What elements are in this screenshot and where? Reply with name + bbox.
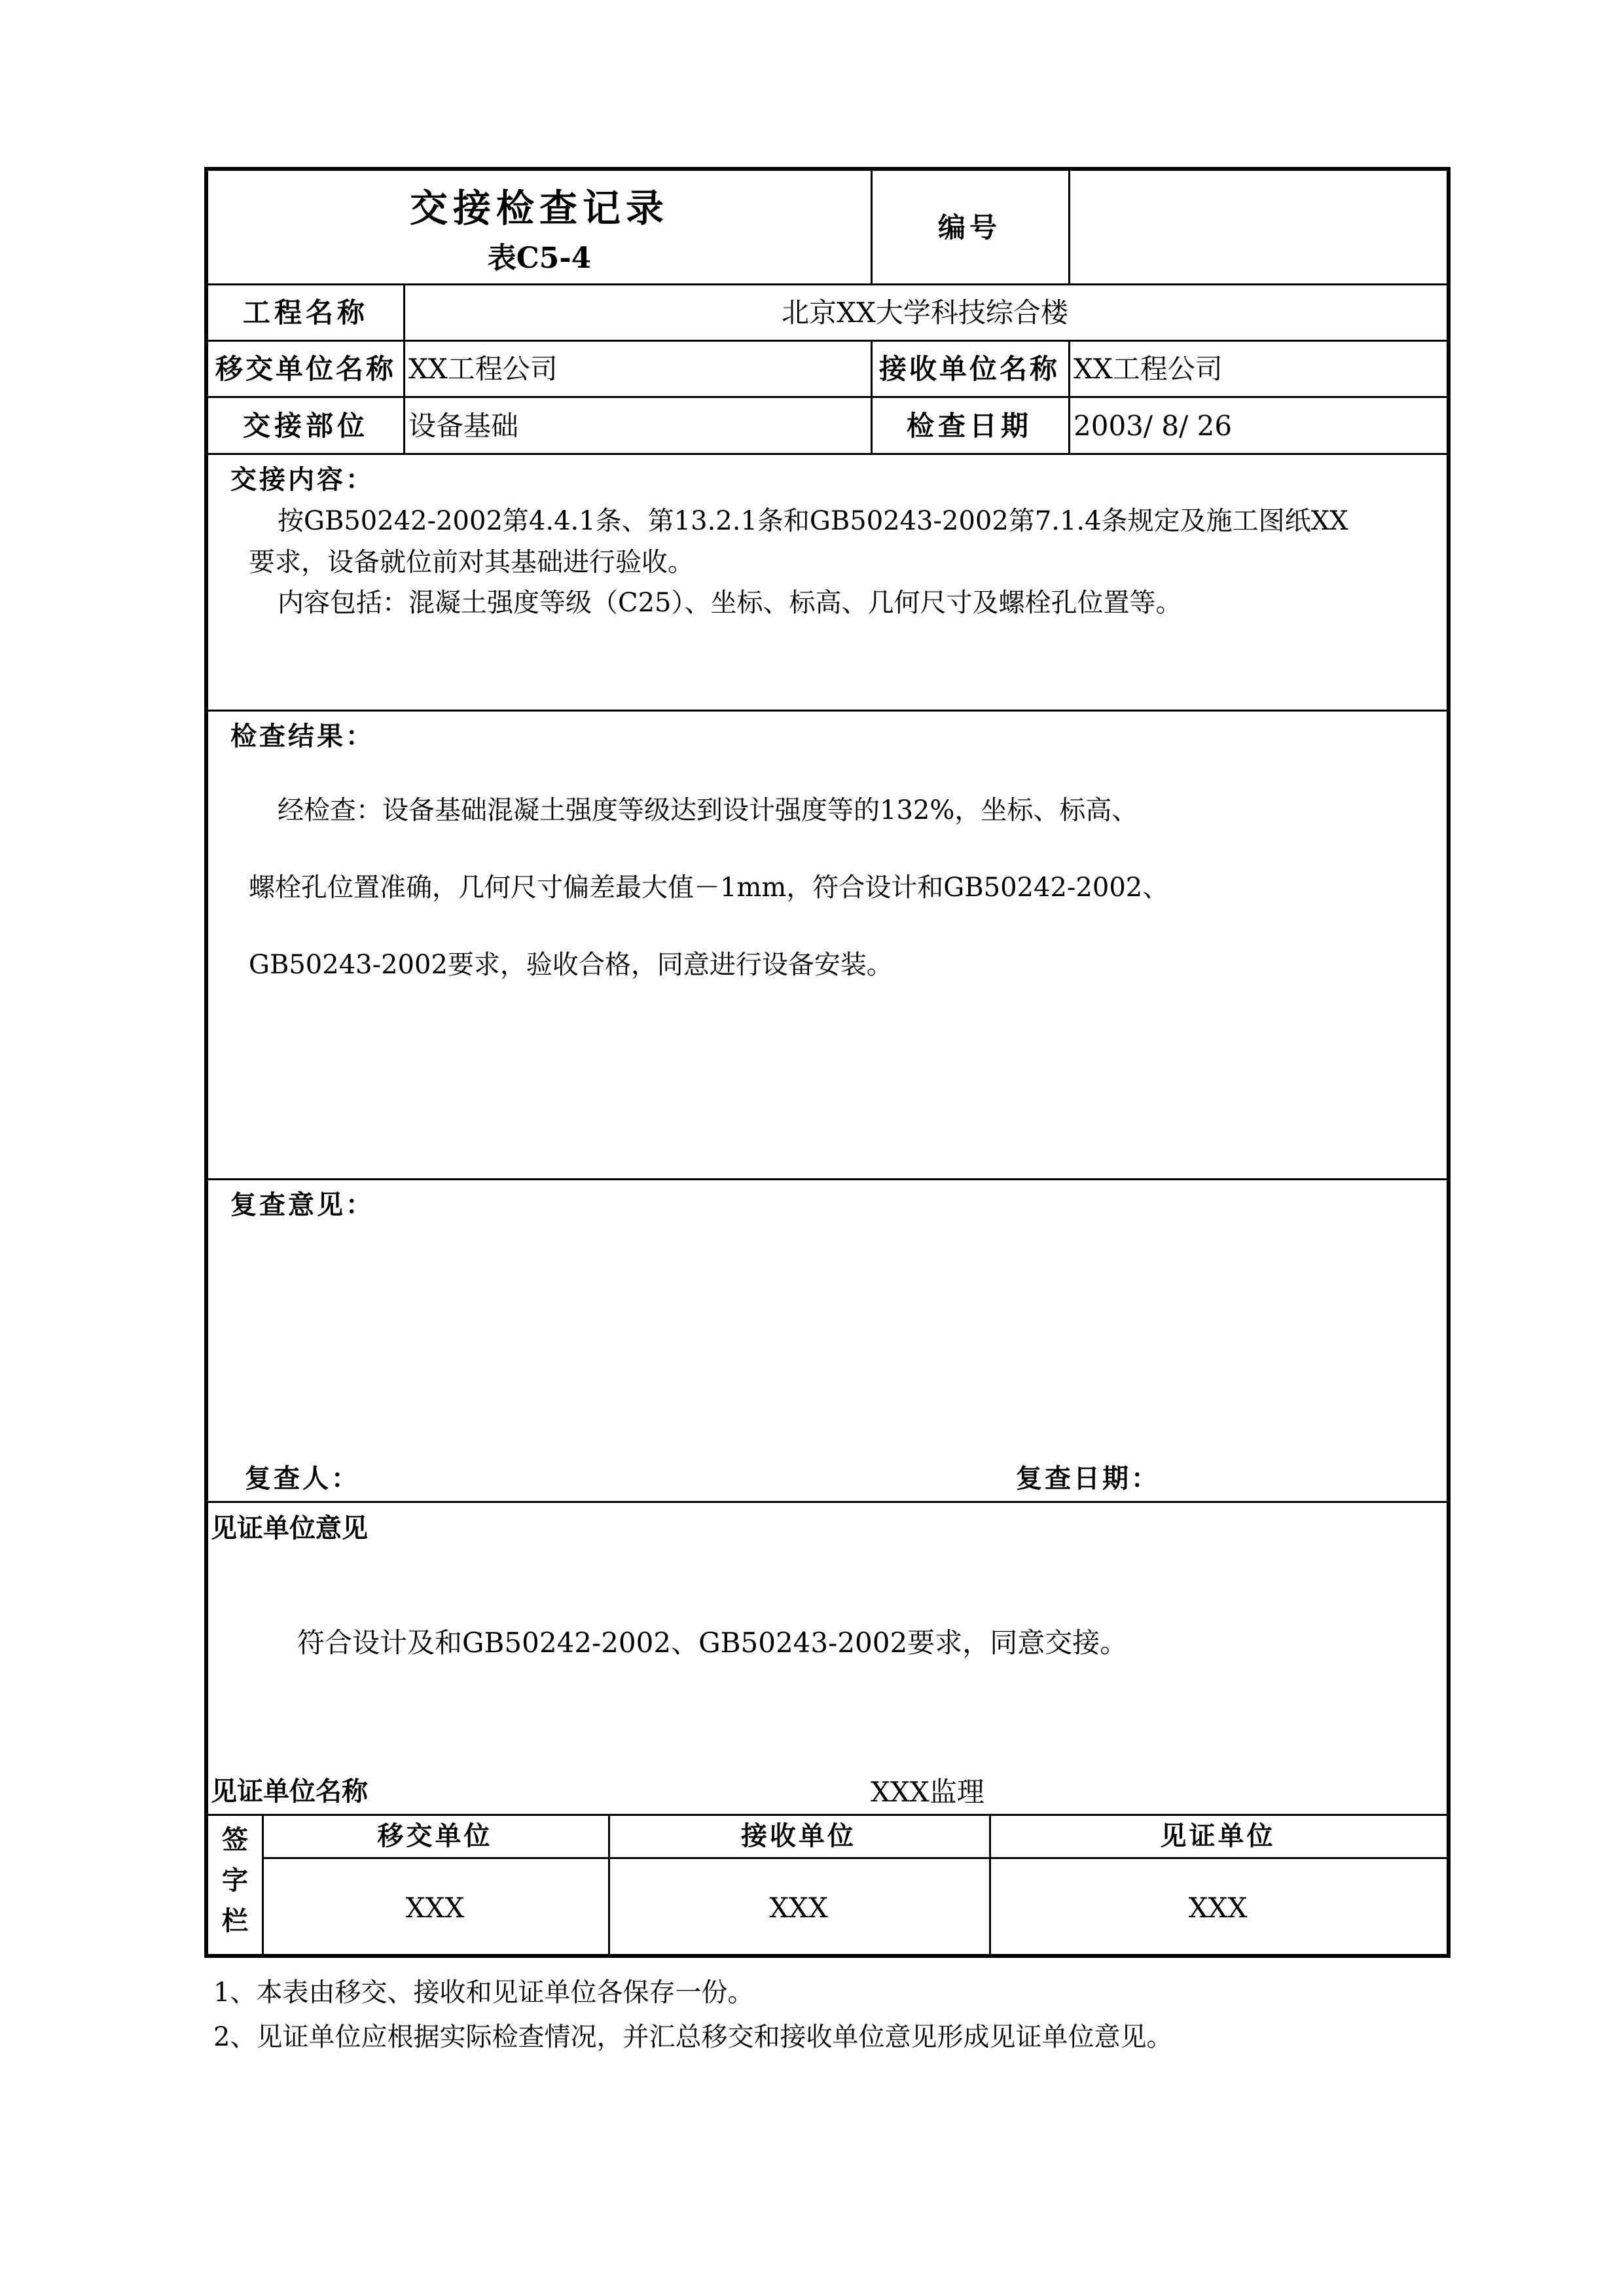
result-label: 检查结果： xyxy=(230,721,374,751)
footnote: 2、见证单位应根据实际检查情况，并汇总移交和接收单位意见形成见证单位意见。 xyxy=(213,2022,1173,2052)
transfer-part-value[interactable]: 设备基础 xyxy=(408,410,519,442)
check-date-value[interactable]: 2003/ 8/ 26 xyxy=(1074,410,1233,442)
row-divider xyxy=(208,1814,1447,1816)
signature-side-label: 字 xyxy=(222,1866,248,1896)
row-divider xyxy=(208,340,1447,342)
content-line: 要求，设备就位前对其基础进行验收。 xyxy=(249,547,694,577)
witness-name-value: XXX监理 xyxy=(871,1776,984,1808)
col-divider xyxy=(1068,340,1070,453)
witness-opinion-text: 符合设计及和GB50242-2002、GB50243-2002要求，同意交接。 xyxy=(297,1627,1128,1659)
row-divider xyxy=(262,1857,1447,1859)
witness-opinion-label: 见证单位意见 xyxy=(211,1513,368,1544)
signature-side-label: 签 xyxy=(222,1825,248,1855)
row-divider xyxy=(208,1178,1447,1180)
receive-unit-value[interactable]: XX工程公司 xyxy=(1074,353,1223,385)
result-line: 经检查：设备基础混凝土强度等级达到设计强度等的132%，坐标、标高、 xyxy=(278,795,1138,825)
reviewer-label: 复查人： xyxy=(245,1464,360,1494)
transfer-part-label: 交接部位 xyxy=(242,410,369,442)
col-divider xyxy=(1068,171,1070,283)
number-label: 编号 xyxy=(937,211,1001,244)
signature-value[interactable]: XXX xyxy=(1188,1892,1248,1924)
project-label: 工程名称 xyxy=(242,297,369,329)
recheck-date-label: 复查日期： xyxy=(1016,1464,1160,1494)
row-divider xyxy=(208,453,1447,455)
check-date-label: 检查日期 xyxy=(906,410,1032,442)
row-divider xyxy=(208,396,1447,398)
footnote: 1、本表由移交、接收和见证单位各保存一份。 xyxy=(213,1978,754,2008)
receive-unit-label: 接收单位名称 xyxy=(878,353,1060,385)
signature-column-header: 移交单位 xyxy=(377,1821,493,1851)
signature-side-label: 栏 xyxy=(222,1906,248,1936)
form-title: 交接检查记录 xyxy=(409,186,669,230)
content-label: 交接内容： xyxy=(230,465,374,495)
transfer-unit-label: 移交单位名称 xyxy=(215,353,396,385)
recheck-label: 复查意见： xyxy=(230,1190,374,1220)
row-divider xyxy=(208,1501,1447,1503)
result-line: 螺栓孔位置准确，几何尺寸偏差最大值－1mm，符合设计和GB50242-2002、 xyxy=(249,873,1169,903)
signature-value[interactable]: XXX xyxy=(405,1892,465,1924)
content-line: 内容包括：混凝土强度等级（C25）、坐标、标高、几何尺寸及螺栓孔位置等。 xyxy=(278,588,1182,618)
signature-value[interactable]: XXX xyxy=(769,1892,828,1924)
transfer-unit-value[interactable]: XX工程公司 xyxy=(408,353,558,385)
inspection-form xyxy=(204,167,1451,1958)
form-code: 表C5-4 xyxy=(487,242,592,275)
witness-name-label: 见证单位名称 xyxy=(211,1777,368,1807)
row-divider xyxy=(208,710,1447,712)
content-line: 按GB50242-2002第4.4.1条、第13.2.1条和GB50243-2002第7.1.4条规定及施工图纸XX xyxy=(278,506,1348,536)
row-divider xyxy=(208,283,1447,285)
signature-column-header: 接收单位 xyxy=(741,1821,856,1851)
result-line: GB50243-2002要求，验收合格，同意进行设备安装。 xyxy=(249,950,893,980)
project-value[interactable]: 北京XX大学科技综合楼 xyxy=(782,297,1068,329)
signature-column-header: 见证单位 xyxy=(1160,1821,1276,1851)
